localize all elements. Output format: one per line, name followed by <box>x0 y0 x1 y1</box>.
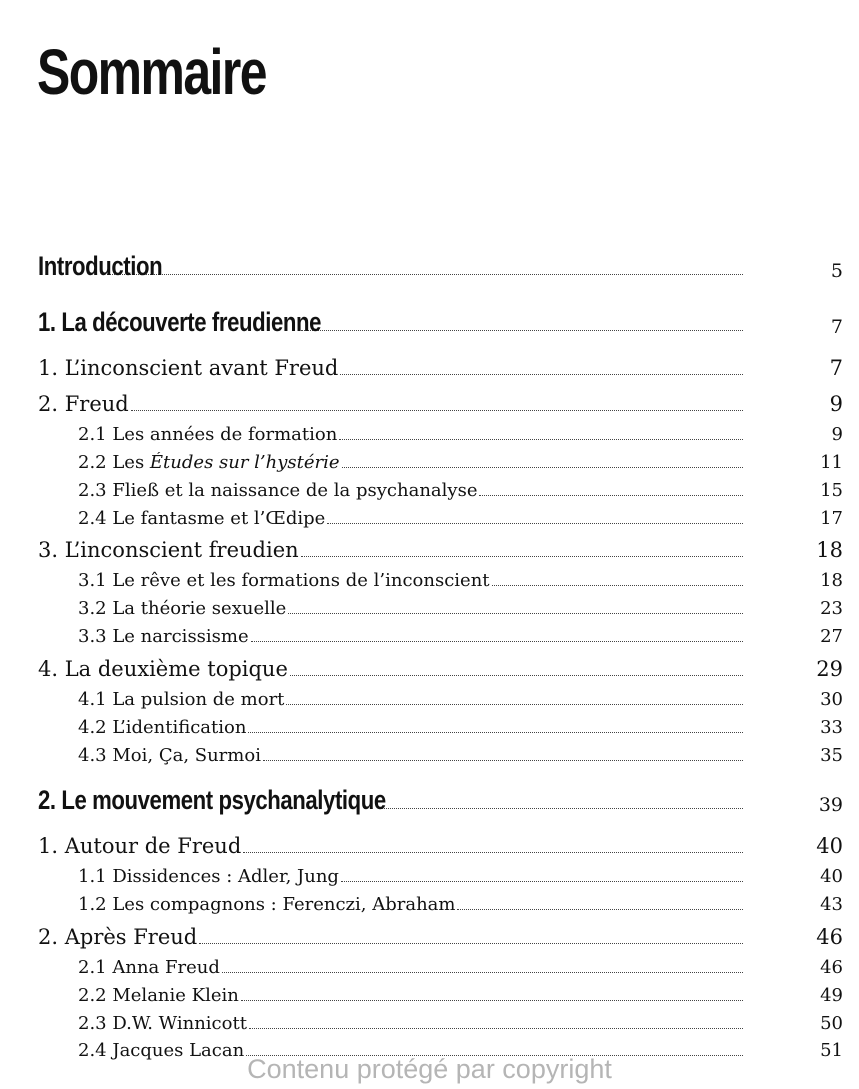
toc-entry-label: 2.2 Melanie Klein <box>78 985 239 1006</box>
toc-entry-label: 4.2 L’identification <box>78 717 247 738</box>
toc-entry-introduction[interactable] <box>0 251 859 282</box>
toc-entry-label: 2. Après Freud <box>38 925 198 949</box>
toc-entry-label: 4. La deuxième topique <box>38 657 288 681</box>
dot-leader <box>301 555 743 557</box>
dot-leader <box>290 674 743 676</box>
toc-entry-section[interactable] <box>0 621 859 647</box>
dot-leader <box>248 731 743 733</box>
toc-entry-chapter[interactable] <box>0 354 859 380</box>
toc-page-number: 5 <box>830 260 843 282</box>
toc-page-number: 15 <box>820 480 843 501</box>
toc-entry-section[interactable] <box>0 740 859 766</box>
toc-entry-label: 2.1 Anna Freud <box>78 957 220 978</box>
toc-entry-section[interactable] <box>0 684 859 710</box>
toc-entry-section[interactable] <box>0 447 859 473</box>
toc-entry-label: 2. Le mouvement psychanalytique <box>38 785 386 815</box>
toc-page-number: 30 <box>820 689 843 710</box>
toc-page-number: 40 <box>820 866 843 887</box>
toc-page-number: 18 <box>816 538 843 562</box>
toc-entry-section[interactable] <box>0 475 859 501</box>
dot-leader <box>199 942 743 944</box>
toc-page-number: 39 <box>818 794 843 816</box>
toc-entry-label: 2.4 Jacques Lacan <box>78 1040 245 1061</box>
toc-page-number: 7 <box>829 356 843 380</box>
toc-page-number: 23 <box>820 598 843 619</box>
toc-page-number: 50 <box>820 1013 843 1034</box>
toc-entry-label-prefix: 2.2 Les <box>78 452 150 473</box>
dot-leader <box>107 273 743 275</box>
toc-entry-label: 2.1 Les années de formation <box>78 424 338 445</box>
dot-leader <box>339 438 743 440</box>
toc-entry-label: 1. Autour de Freud <box>38 834 242 858</box>
toc-entry-chapter[interactable] <box>0 536 859 562</box>
toc-page-number: 49 <box>820 985 843 1006</box>
toc-entry-label: 3.2 La théorie sexuelle <box>78 598 287 619</box>
toc-entry-chapter[interactable] <box>0 832 859 858</box>
copyright-watermark: Contenu protégé par copyright <box>247 1054 612 1084</box>
toc-entry-section[interactable] <box>0 565 859 591</box>
toc-entry-label: 2.4 Le fantasme et l’Œdipe <box>78 508 326 529</box>
dot-leader <box>492 584 743 586</box>
toc-entry-chapter[interactable] <box>0 390 859 416</box>
toc-page-number: 9 <box>831 424 843 445</box>
dot-leader <box>251 640 743 642</box>
toc-entry-label: 1. L’inconscient avant Freud <box>38 356 339 380</box>
toc-page-number: 46 <box>820 957 843 978</box>
toc-page-number: 27 <box>820 626 843 647</box>
dot-leader <box>479 494 743 496</box>
dot-leader <box>241 999 743 1001</box>
toc-entry-section[interactable] <box>0 861 859 887</box>
toc-entry-label: 3. L’inconscient freudien <box>38 538 299 562</box>
toc-entry-section[interactable] <box>0 980 859 1006</box>
toc-entry-label-italic: Études sur l’hystérie <box>149 452 340 473</box>
toc-entry-label: 2.3 Fließ et la naissance de la psychanalyse <box>78 480 478 501</box>
toc-page-number: 11 <box>820 452 843 473</box>
toc-entry-label: 3.3 Le narcissisme <box>78 626 249 647</box>
dot-leader <box>249 1027 743 1029</box>
toc-entry-label: 2. Freud <box>38 392 129 416</box>
toc-entry-chapter[interactable] <box>0 923 859 949</box>
toc-entry-label: 3.1 Le rêve et les formations de l’inconscient <box>78 570 490 591</box>
dot-leader <box>342 466 743 468</box>
toc-entry-section[interactable] <box>0 593 859 619</box>
toc-entry-part-2[interactable] <box>0 785 859 816</box>
toc-entry-chapter[interactable] <box>0 655 859 681</box>
dot-leader <box>341 880 743 882</box>
dot-leader <box>288 612 743 614</box>
toc-page-number: 46 <box>816 925 843 949</box>
toc-page-number: 43 <box>820 894 843 915</box>
toc-page-number: 51 <box>820 1040 843 1061</box>
toc-page-number: 9 <box>829 392 843 416</box>
toc-page-number: 33 <box>820 717 843 738</box>
dot-leader <box>243 851 743 853</box>
toc-page-number: 35 <box>820 745 843 766</box>
dot-leader <box>301 329 743 331</box>
toc-page-number: 18 <box>820 570 843 591</box>
toc-entry-part-1[interactable] <box>0 307 859 338</box>
dot-leader <box>222 971 743 973</box>
dot-leader <box>327 522 743 524</box>
toc-page-number: 17 <box>820 508 843 529</box>
toc-entry-label: 1.1 Dissidences : Adler, Jung <box>78 866 339 887</box>
toc-entry-label: 2.3 D.W. Winnicott <box>78 1013 247 1034</box>
toc-entry-label: 4.3 Moi, Ça, Surmoi <box>78 745 261 766</box>
toc-page-number: 7 <box>830 316 843 338</box>
toc-entry-section[interactable] <box>0 952 859 978</box>
dot-leader <box>263 759 743 761</box>
toc-entry-section[interactable] <box>0 503 859 529</box>
dot-leader <box>340 373 743 375</box>
page-title: Sommaire <box>37 36 266 108</box>
toc-entry-label: Introduction <box>38 251 163 281</box>
toc-entry-label: 1.2 Les compagnons : Ferenczi, Abraham <box>78 894 456 915</box>
toc-page-number: 40 <box>816 834 843 858</box>
dot-leader <box>286 703 743 705</box>
toc-entry-section[interactable] <box>0 712 859 738</box>
toc-entry-label: 1. La découverte freudienne <box>38 307 321 337</box>
toc-entry-section[interactable] <box>0 419 859 445</box>
toc-entry-section[interactable] <box>0 1008 859 1034</box>
toc-page-number: 29 <box>816 657 843 681</box>
toc-entry-label <box>78 452 340 473</box>
toc-entry-section[interactable] <box>0 889 859 915</box>
dot-leader <box>380 807 743 809</box>
dot-leader <box>131 409 743 411</box>
dot-leader <box>457 908 743 910</box>
toc-entry-label: 4.1 La pulsion de mort <box>78 689 285 710</box>
